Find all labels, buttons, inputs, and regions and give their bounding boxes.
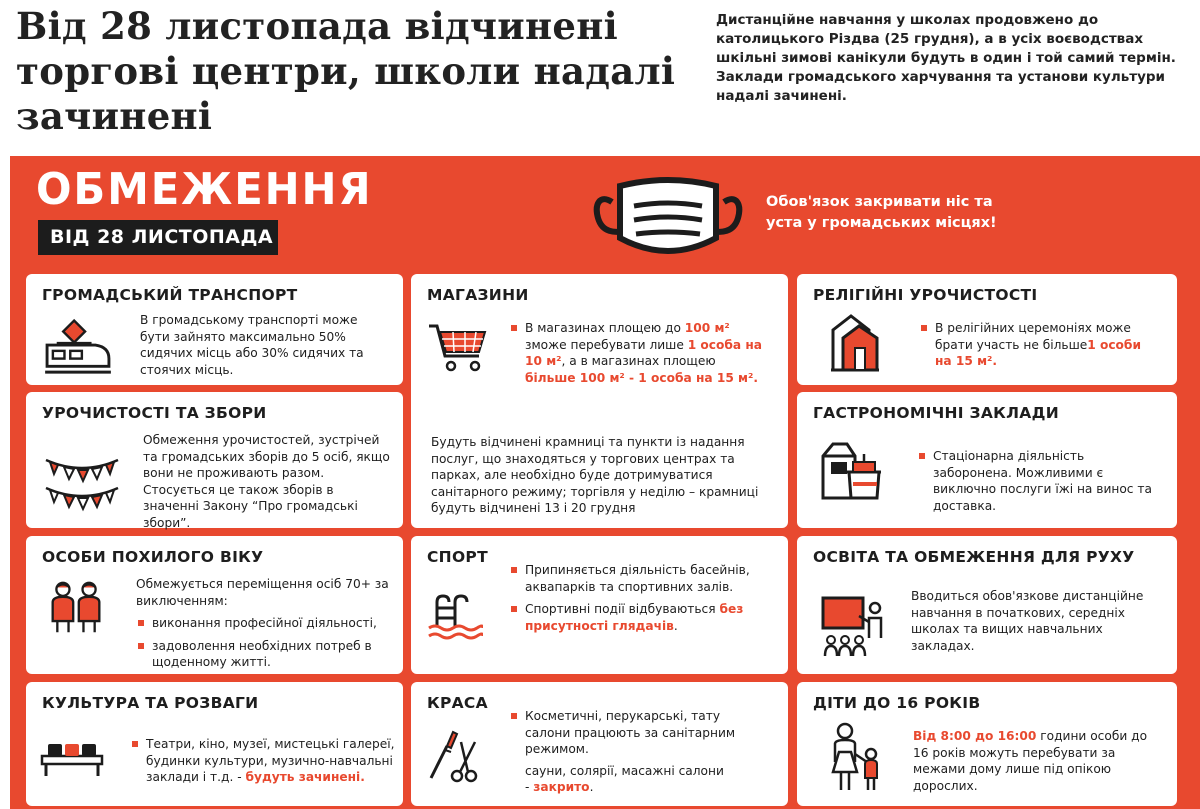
bullet-item: виконання професійної діяльності, (136, 615, 391, 632)
card-title: ОСОБИ ПОХИЛОГО ВІКУ (42, 548, 264, 566)
card-shops (411, 274, 788, 528)
card-children (797, 682, 1177, 806)
highlight-text: закрито (533, 780, 590, 794)
card-paragraph: зможе перебувати лише (525, 337, 688, 352)
card-text (509, 320, 764, 386)
bullet-item (509, 601, 769, 634)
card-culture (26, 682, 403, 806)
card-title: СПОРТ (427, 548, 488, 566)
card-text (130, 736, 398, 786)
card-text: Стаціонарна діяльність заборонена. Можливими є виключно послуги їжі на винос та доставка. (917, 448, 1162, 514)
card-paragraph: Театри, кіно, музеї, мистецькі галереї, будинки культури, музично-навчальні заклади і т.д. - (146, 737, 395, 784)
card-title: УРОЧИСТОСТІ ТА ЗБОРИ (42, 404, 267, 422)
card-paragraph: Обмеження урочистостей, зустрічей та громадських зборів до 5 осіб, якщо вони не проживають разом. (143, 433, 390, 480)
bullet-item: Косметичні, перукарські, тату салони працюють за санітарним режимом. (509, 708, 769, 758)
card-education (797, 536, 1177, 674)
train-icon (42, 318, 114, 376)
card-gastro (797, 392, 1177, 528)
card-text (509, 708, 769, 796)
end-text: . (589, 780, 594, 794)
highlight-text: більше 100 м² - 1 особа на 15 м². (525, 370, 758, 385)
cart-icon (427, 322, 489, 374)
highlight-text: будуть зачинені. (245, 770, 365, 784)
card-text: Будуть відчинені крамниці та пункти із надання послуг, що знаходяться у торгових центрах та парках, але необхідно буде дотримуватися санітарного режиму; торгівля у неділю – крамниці будуть відчинені 13 і 20 грудня (431, 435, 759, 515)
card-religion (797, 274, 1177, 385)
parent-child-icon (825, 722, 885, 792)
card-beauty (411, 682, 788, 806)
card-title: ГРОМАДСЬКИЙ ТРАНСПОРТ (42, 286, 298, 304)
highlight-text: 100 м² (684, 321, 730, 335)
card-text (136, 576, 391, 671)
beauty-icon (427, 728, 479, 784)
card-sport (411, 536, 788, 674)
highlight-text: 1 особа на 10 м² (525, 337, 763, 368)
card-paragraph: В магазинах площею до (525, 321, 685, 335)
card-paragraph: Обмежується переміщення осіб 70+ за виключенням: (136, 577, 389, 608)
seats-icon (40, 742, 104, 778)
card-paragraph: , а в магазинах площею (561, 354, 716, 368)
poster-date: ВІД 28 ЛИСТОПАДА (38, 220, 278, 255)
dash-text: - (525, 780, 534, 794)
mask-icon (592, 168, 744, 268)
card-paragraph (509, 779, 769, 796)
card-text (143, 432, 393, 531)
card-paragraph: сауни, солярії, масажні салони (525, 763, 724, 778)
card-title: ОСВІТА ТА ОБМЕЖЕННЯ ДЛЯ РУХУ (813, 548, 1135, 566)
church-icon (829, 312, 881, 372)
card-text: В громадському транспорті може бути зайнято максимально 50% сидячих місць або 30% сидячих та стоячих місць. (140, 313, 364, 377)
card-transport (26, 274, 403, 385)
card-title: РЕЛІГІЙНІ УРОЧИСТОСТІ (813, 286, 1038, 304)
card-paragraph: Спортивні події відбуваються (525, 602, 720, 616)
mask-notice: Обов'язок закривати ніс та уста у громадських місцях! (766, 194, 997, 231)
card-text: Вводиться обов'язкове дистанційне навчання в початкових, середніх школах та вищих навчальних закладах. (911, 589, 1144, 653)
garland-icon (44, 454, 120, 514)
highlight-text: 1 особи на 15 м². (935, 337, 1141, 368)
card-elderly (26, 536, 403, 674)
bullet-item: задоволення необхідних потреб в щоденному житті. (136, 638, 391, 671)
card-text (509, 562, 769, 634)
card-paragraph: Стосується це також зборів в значенні Закону “Про громадські збори”. (143, 482, 358, 530)
food-icon (819, 440, 885, 502)
card-title: КРАСА (427, 694, 488, 712)
card-title: МАГАЗИНИ (427, 286, 529, 304)
card-title: ДІТИ ДО 16 РОКІВ (813, 694, 981, 712)
highlight-text: Від 8:00 до 16:00 (913, 729, 1037, 743)
card-gatherings (26, 392, 403, 528)
highlight-text: без присутності глядачів (525, 602, 744, 633)
pool-icon (427, 592, 483, 640)
card-paragraph: години особи до 16 років можуть перебувати за межами дому лише під опікою дорослих. (913, 729, 1148, 793)
poster-title: ОБМЕЖЕННЯ (36, 164, 373, 215)
elderly-icon (46, 580, 106, 636)
bullet-item: Припиняється діяльність басейнів, аквапарків та спортивних залів. (509, 562, 769, 595)
card-title: ГАСТРОНОМІЧНІ ЗАКЛАДИ (813, 404, 1059, 422)
card-text (919, 320, 1149, 370)
card-title: КУЛЬТУРА ТА РОЗВАГИ (42, 694, 259, 712)
card-paragraph: В релігійних церемоніях може брати участь не більше (935, 321, 1131, 352)
card-paragraph: . (673, 618, 678, 633)
card-text (913, 728, 1158, 794)
classroom-icon (821, 594, 887, 658)
article-headline: Від 28 листопада відчинені торгові центри, школи надалі зачинені (16, 4, 676, 138)
article-lead: Дистанційне навчання у школах продовжено до католицького Різдва (25 грудня), а в усіх воєводствах шкільні зимові канікули будуть в один і той самий термін. Заклади громадського харчування та установи культури надалі зачинені. (716, 12, 1176, 104)
